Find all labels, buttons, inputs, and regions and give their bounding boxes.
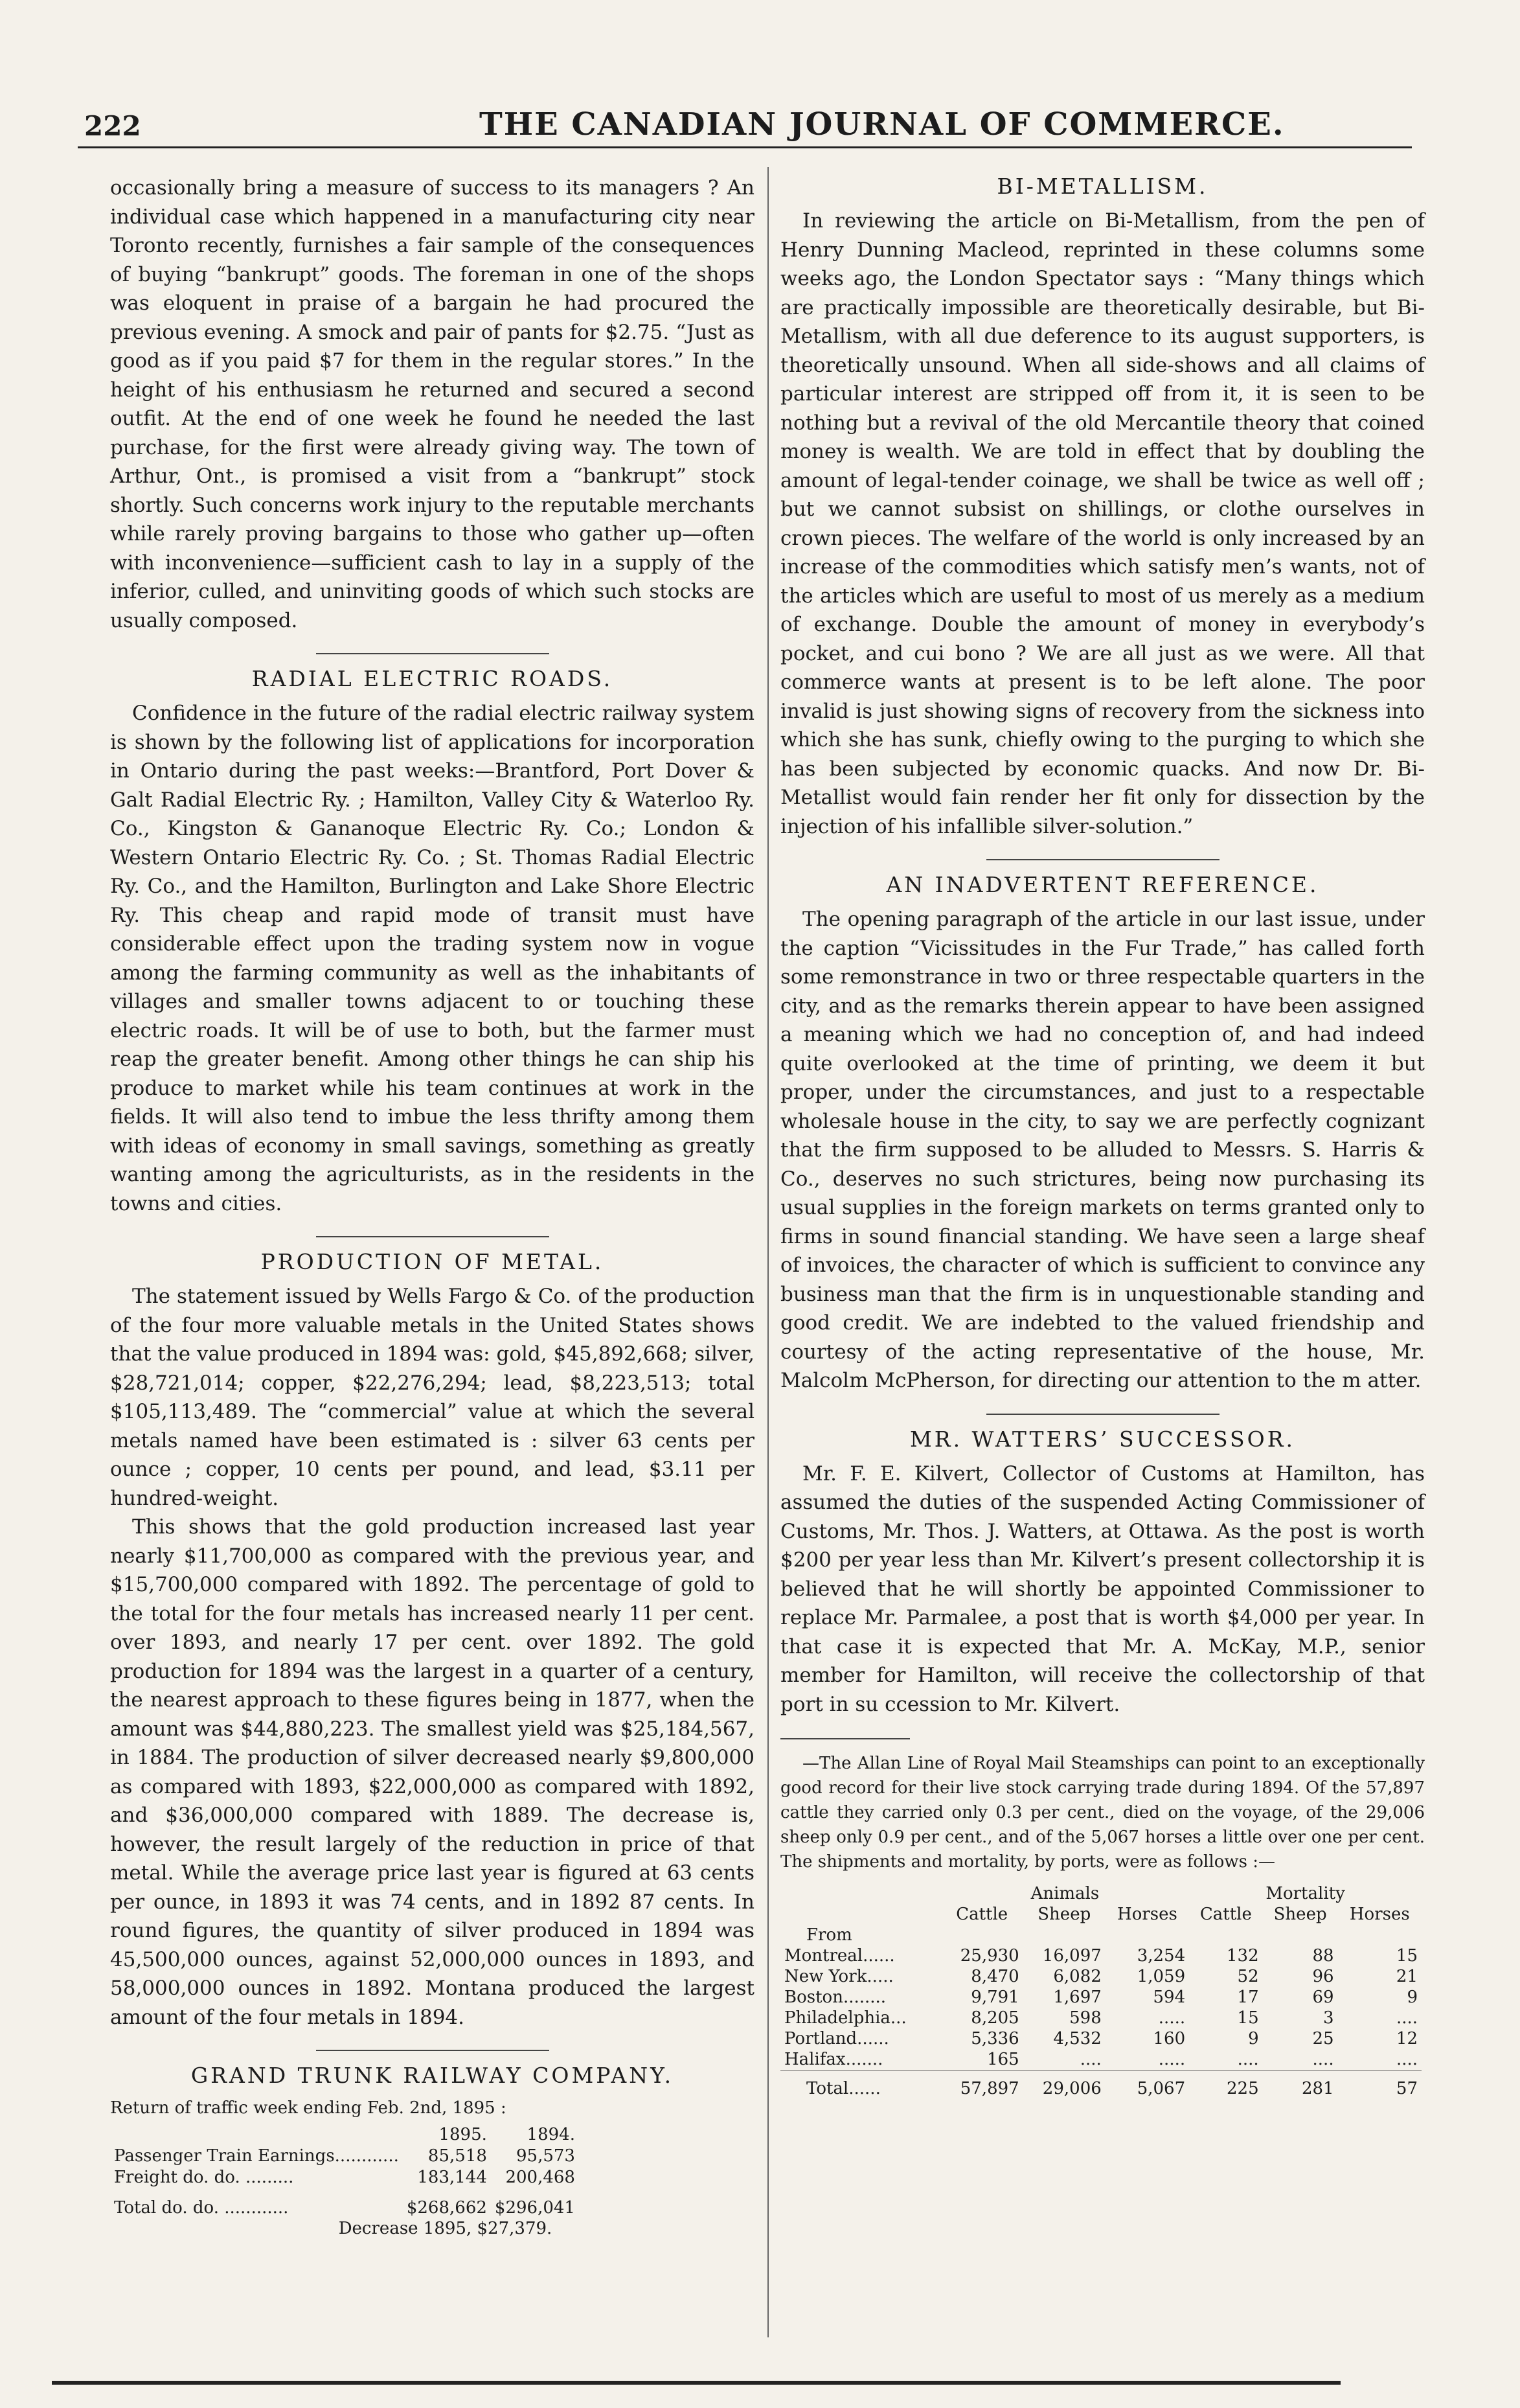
metal-para-1: The statement issued by Wells Fargo & Co. of the production of the four more valuable metals in the United States shows that the value produced in 1894 was: gold, $45,892,668; silver, $28,721,014; copper, $22,276,294; lead, $8,223,513; total $105,113,489. The “commercial” value at which the several metals named have been estimated is : silver 63 cents per ounce ; copper, 10 cents per pound, and lead, $3.11 per hundred-weight. — [110, 1285, 754, 1510]
total-sheep-mortality: 281 — [1263, 2070, 1338, 2100]
bottom-rule — [52, 2381, 1341, 2385]
page-header — [78, 97, 1405, 143]
port-name: Boston........ — [784, 1988, 887, 2007]
horses-value: ..... — [1158, 2008, 1186, 2028]
row-label: Freight do. do. ......... — [114, 2168, 294, 2187]
port-name: Halifax....... — [784, 2050, 883, 2069]
section-separator — [986, 1414, 1219, 1415]
right-column — [780, 174, 1425, 2099]
horses-mortality: .... — [1396, 2050, 1418, 2069]
cattle-mortality: 52 — [1237, 1967, 1259, 1986]
header-rule — [78, 146, 1412, 148]
left-column — [110, 174, 754, 2238]
col-sheep: Sheep — [1273, 1905, 1327, 1924]
metal-title: PRODUCTION OF METAL. — [260, 1249, 604, 1274]
horses-value: ..... — [1158, 2050, 1186, 2069]
table-row — [780, 2049, 1422, 2070]
total-cattle: 57,897 — [941, 2070, 1023, 2100]
horses-value: 3,254 — [1137, 1946, 1186, 1966]
total-horses-mortality: 57 — [1338, 2070, 1422, 2100]
cattle-mortality: 9 — [1248, 2029, 1259, 2048]
horses-mortality: 21 — [1396, 1967, 1418, 1986]
sheep-value: 1,697 — [1053, 1988, 1102, 2007]
section-separator — [986, 859, 1219, 860]
total-label: Total do. do. ............ — [114, 2198, 289, 2218]
sheep-value: 16,097 — [1042, 1946, 1102, 1966]
port-name: Montreal...... — [784, 1946, 895, 1966]
intro-paragraph: occasionally bring a measure of success to its managers ? An individual case which happened in a manufacturing city near Toronto recently, furnishes a fair sample of the consequences of buying “bankrupt” goods. The foreman in one of the shops was eloquent in praise of a bargain he had procured the previous evening. A smock and pair of pants for $2.75. “Just as good as if you paid $7 for them in the regular stores.” In the height of his enthusiasm he returned and secured a second outfit. At the end of one week he found he needed the last purchase, for the first were already giving way. The town of Arthur, Ont., is promised a visit from a “bankrupt” stock shortly. Such concerns work injury to the reputable merchants while rarely proving bargains to those who gather up—often with inconvenience—sufficient cash to lay in a supply of the inferior, culled, and uninviting goods of which such stocks are usually composed. — [110, 176, 754, 632]
table-row — [780, 1987, 1422, 2008]
cattle-value: 8,205 — [971, 2008, 1019, 2028]
sheep-mortality: 88 — [1312, 1946, 1334, 1966]
value-1894: 200,468 — [505, 2168, 575, 2187]
cattle-value: 165 — [987, 2050, 1019, 2069]
sheep-value: .... — [1080, 2050, 1102, 2069]
cattle-value: 5,336 — [971, 2029, 1019, 2048]
table-row — [780, 1945, 1422, 1966]
sheep-mortality: 25 — [1312, 2029, 1334, 2048]
page-number: 222 — [84, 110, 141, 142]
livestock-table — [780, 1883, 1422, 2099]
col-horses: Horses — [1117, 1905, 1177, 1924]
col-sheep: Sheep — [1038, 1905, 1091, 1924]
total-row — [780, 2070, 1422, 2100]
cattle-value: 8,470 — [971, 1967, 1019, 1986]
section-separator — [316, 1236, 549, 1237]
col-header-1895: 1895. — [438, 2125, 487, 2144]
running-title: THE CANADIAN JOURNAL OF COMMERCE. — [479, 106, 1285, 143]
mortality-header: Mortality — [1265, 1884, 1345, 1903]
horses-mortality: 15 — [1396, 1946, 1418, 1966]
cattle-mortality: 17 — [1237, 1988, 1259, 2007]
sheep-value: 4,532 — [1053, 2029, 1102, 2048]
grand-trunk-subtitle: Return of traffic week ending Feb. 2nd, 1895 : — [110, 2098, 506, 2118]
total-label: Total...... — [780, 2070, 941, 2100]
col-cattle: Cattle — [1199, 1905, 1252, 1924]
total-sheep: 29,006 — [1023, 2070, 1106, 2100]
inadvertent-title: AN INADVERTENT REFERENCE. — [886, 872, 1319, 897]
allan-line-body: —The Allan Line of Royal Mail Steamships can point to an exceptionally good record for their live stock carrying trade during 1894. Of the 57,897 cattle they carried only 0.3 per cent., died on the voyage, of the 29,006 sheep only 0.9 per cent., and of the 5,067 horses a little over one per cent. The shipments and mortality, by ports, were as follows :— — [780, 1754, 1425, 1872]
watters-body: Mr. F. E. Kilvert, Collector of Customs at Hamilton, has assumed the duties of the suspended Acting Commissioner of Customs, Mr. Thos. J. Watters, at Ottawa. As the post is worth $200 per year less than Mr. Kilvert’s present collectorship it is believed that he will shortly be appointed Commissioner to replace Mr. Parmalee, a post that is worth $4,000 per year. In that case it is expected that Mr. A. McKay, M.P., senior member for Hamilton, will receive the collectorship of that port in su ccession to Mr. Kilvert. — [780, 1462, 1425, 1716]
section-separator — [316, 653, 549, 654]
grand-trunk-table — [110, 2124, 579, 2219]
from-label: From — [806, 1925, 852, 1945]
horses-mortality: 12 — [1396, 2029, 1418, 2048]
cattle-mortality: .... — [1237, 2050, 1259, 2069]
horses-value: 1,059 — [1137, 1967, 1186, 1986]
sheep-value: 6,082 — [1053, 1967, 1102, 1986]
col-header-1894: 1894. — [527, 2125, 575, 2144]
section-separator — [316, 2050, 549, 2051]
watters-title: MR. WATTERS’ SUCCESSOR. — [909, 1426, 1296, 1452]
total-cattle-mortality: 225 — [1189, 2070, 1263, 2100]
table-row — [110, 2146, 579, 2167]
section-separator — [780, 1738, 910, 1739]
col-horses: Horses — [1349, 1905, 1410, 1924]
decrease-note: Decrease 1895, $27,379. — [338, 2219, 552, 2238]
radial-title: RADIAL ELECTRIC ROADS. — [251, 666, 613, 691]
animals-header: Animals — [1030, 1884, 1100, 1903]
horses-value: 594 — [1153, 1988, 1186, 2007]
bimetal-body: In reviewing the article on Bi-Metallism, from the pen of Henry Dunning Macleod, reprinted in these columns some weeks ago, the London Spectator says : “Many things which are practically impossible are theoretically desirable, but Bi-Metallism, with all due deference to its august supporters, is theoretically unsound. When all side-shows and all claims of particular interest are stripped off from it, it is seen to be nothing but a revival of the old Mercantile theory that coined money is wealth. We are told in effect that by doubling the amount of legal-tender coinage, we shall be twice as well off ; but we cannot subsist on shillings, or clothe ourselves in crown pieces. The welfare of the world is only increased by an increase of the commodities which satisfy men’s wants, not of the articles which are useful to most of us merely as a medium of exchange. Double the amount of money in everybody’s pocket, and cui bono ? We are all just as we were. All that commerce wants at present is to be left alone. The poor invalid is just showing signs of recovery from the sickness into which she has sunk, chiefly owing to the purging to which she has been subjected by economic quacks. And now Dr. Bi-Metallist would fain render her fit only for dissection by the injection of his infallible silver-solution.” — [780, 209, 1425, 838]
total-1895: $268,662 — [406, 2198, 487, 2218]
cattle-mortality: 132 — [1227, 1946, 1259, 1966]
table-row — [110, 2167, 579, 2188]
horses-value: 160 — [1153, 2029, 1186, 2048]
row-label: Passenger Train Earnings............ — [114, 2146, 399, 2166]
sheep-mortality: 96 — [1312, 1967, 1334, 1986]
total-horses: 5,067 — [1106, 2070, 1189, 2100]
sheep-mortality: 3 — [1323, 2008, 1334, 2028]
column-divider — [767, 167, 769, 2337]
inadvertent-body: The opening paragraph of the article in our last issue, under the caption “Vicissitudes in the Fur Trade,” has called forth some remonstrance in two or three respectable quarters in the city, and as the remarks therein appear to have been assigned a meaning which we had no conception of, and had indeed quite overlooked at the time of printing, we deem it but proper, under the circumstances, and just to a respectable wholesale house in the city, to say we are perfectly cognizant that the firm supposed to be alluded to Messrs. S. Harris & Co., deserves no such strictures, being now purchasing its usual supplies in the foreign markets on terms granted only to firms in sound financial standing. We have seen a large sheaf of invoices, the character of which is sufficient to convince any business man that the firm is in unquestionable standing and good credit. We are indebted to the valued friendship and courtesy of the acting representative of the house, Mr. Malcolm McPherson, for directing our attention to the m atter. — [780, 908, 1425, 1392]
table-row — [780, 1966, 1422, 1987]
port-name: New York..... — [784, 1967, 894, 1986]
sheep-mortality: 69 — [1312, 1988, 1334, 2007]
port-name: Portland...... — [784, 2029, 889, 2048]
value-1894: 95,573 — [516, 2146, 575, 2166]
col-cattle: Cattle — [956, 1905, 1008, 1924]
total-row — [110, 2188, 579, 2219]
port-name: Philadelphia... — [784, 2008, 907, 2028]
horses-mortality: .... — [1396, 2008, 1418, 2028]
cattle-mortality: 15 — [1237, 2008, 1259, 2028]
total-1894: $296,041 — [494, 2198, 575, 2218]
horses-mortality: 9 — [1407, 1988, 1418, 2007]
table-row — [780, 2028, 1422, 2049]
value-1895: 183,144 — [417, 2168, 487, 2187]
cattle-value: 9,791 — [971, 1988, 1019, 2007]
cattle-value: 25,930 — [960, 1946, 1019, 1966]
table-row — [780, 2008, 1422, 2028]
radial-body: Confidence in the future of the radial electric railway system is shown by the following list of applications for incorporation in Ontario during the past weeks:—Brantford, Port Dover & Galt Radial Electric Ry. ; Hamilton, Valley City & Waterloo Ry. Co., Kingston & Gananoque Electric Ry. Co.; London & Western Ontario Electric Ry. Co. ; St. Thomas Radial Electric Ry. Co., and the Hamilton, Burlington and Lake Shore Electric Ry. This cheap and rapid mode of transit must have considerable effect upon the trading system now in vogue among the farming community as well as the inhabitants of villages and smaller towns adjacent to or touching these electric roads. It will be of use to both, but the farmer must reap the greater benefit. Among other things he can ship his produce to market while his team continues at work in the fields. It will also tend to imbue the less thrifty among them with ideas of economy in small savings, something as greatly wanting among the agriculturists, as in the residents in the towns and cities. — [110, 702, 754, 1215]
grand-trunk-title: GRAND TRUNK RAILWAY COMPANY. — [190, 2063, 674, 2088]
bimetal-title: BI-METALLISM. — [997, 174, 1208, 199]
sheep-value: 598 — [1069, 2008, 1102, 2028]
value-1895: 85,518 — [427, 2146, 487, 2166]
sheep-mortality: .... — [1312, 2050, 1334, 2069]
metal-para-2: This shows that the gold production increased last year nearly $11,700,000 as compared with the previous year, and $15,700,000 compared with 1892. The percentage of gold to the total for the four metals has increased nearly 11 per cent. over 1893, and nearly 17 per cent. over 1892. The gold production for 1894 was the largest in a quarter of a century, the nearest approach to these figures being in 1877, when the amount was $44,880,223. The smallest yield was $25,184,567, in 1884. The production of silver decreased nearly $9,800,000 as compared with 1893, $22,000,000 as compared with 1892, and $36,000,000 compared with 1889. The decrease is, however, the result largely of the reduction in price of that metal. While the average price last year is figured at 63 cents per ounce, in 1893 it was 74 cents, and in 1892 87 cents. In round figures, the quantity of silver produced in 1894 was 45,500,000 ounces, against 52,000,000 ounces in 1893, and 58,000,000 ounces in 1892. Montana produced the largest amount of the four metals in 1894. — [110, 1515, 754, 2029]
